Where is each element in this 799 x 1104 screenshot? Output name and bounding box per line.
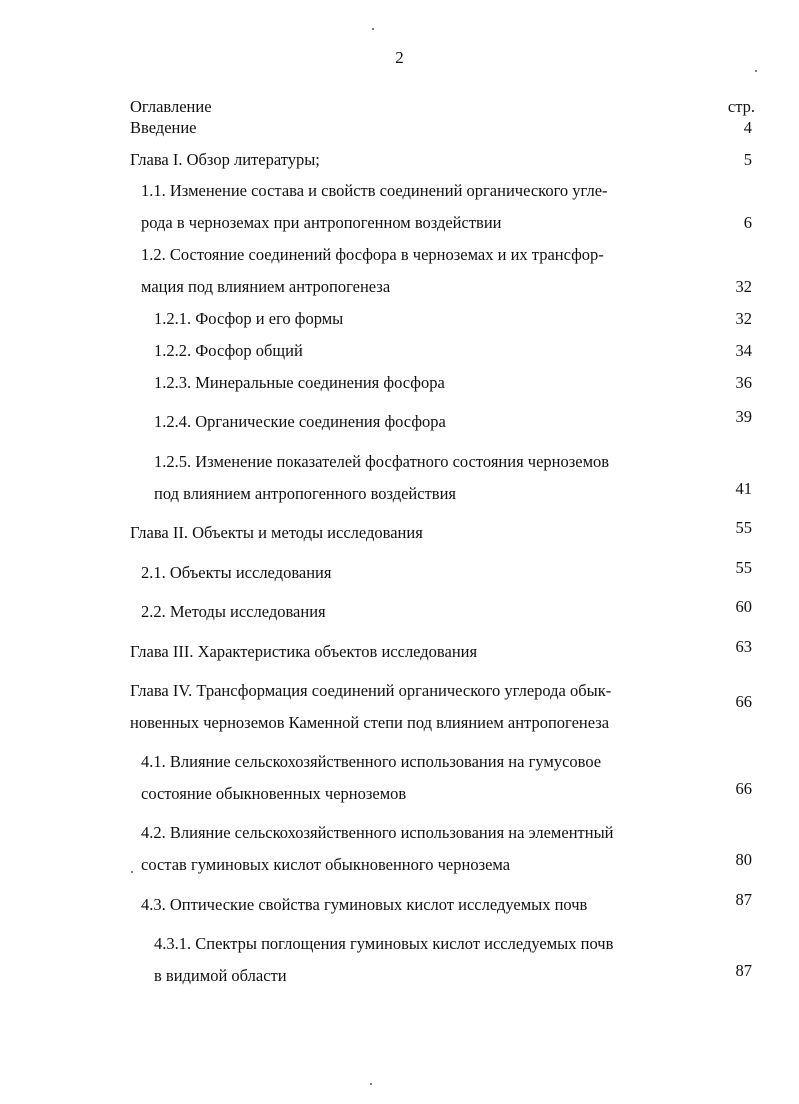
toc-entry-4-3-1-line2: в видимой области bbox=[154, 966, 287, 985]
toc-entry-4-1-line2: состояние обыкновенных черноземов bbox=[141, 784, 407, 803]
toc-entry-2-1: 2.1. Объекты исследования bbox=[141, 563, 332, 582]
toc-page-1-2-2: 34 bbox=[735, 341, 752, 360]
toc-entry-1-2-5-line2: под влиянием антропогенного воздействия bbox=[154, 484, 457, 503]
toc-entry-4-3: 4.3. Оптические свойства гуминовых кислот исследуемых почв bbox=[141, 895, 588, 914]
toc-entry-1-2-2: 1.2.2. Фосфор общий bbox=[154, 341, 303, 360]
toc-page-1-2-4: 39 bbox=[735, 407, 752, 426]
toc-page-4-3: 87 bbox=[735, 890, 752, 909]
toc-page-1-2-1: 32 bbox=[735, 309, 752, 328]
toc-entry-4-3-1-line1: 4.3.1. Спектры поглощения гуминовых кислот исследуемых почв bbox=[154, 934, 614, 953]
toc-entry-chapter-2: Глава II. Объекты и методы исследования bbox=[130, 523, 423, 542]
page-number: 2 bbox=[395, 48, 404, 67]
toc-entry-4-2-line2: состав гуминовых кислот обыкновенного чернозема bbox=[141, 855, 511, 874]
toc-entry-1-2-4: 1.2.4. Органические соединения фосфора bbox=[154, 412, 446, 431]
toc-entry-intro: Введение bbox=[130, 118, 197, 137]
toc-page-1-2-3: 36 bbox=[735, 373, 752, 392]
toc-entry-1-1-line2: рода в черноземах при антропогенном воздействии bbox=[141, 213, 502, 232]
toc-entry-chapter-3: Глава III. Характеристика объектов исследования bbox=[130, 642, 478, 661]
toc-page-intro: 4 bbox=[743, 118, 752, 137]
scan-speck bbox=[755, 70, 757, 72]
toc-entry-4-2-line1: 4.2. Влияние сельскохозяйственного использования на элементный bbox=[141, 823, 614, 842]
toc-entry-1-2-1: 1.2.1. Фосфор и его формы bbox=[154, 309, 344, 328]
toc-entry-1-2-3: 1.2.3. Минеральные соединения фосфора bbox=[154, 373, 445, 392]
toc-entry-chapter-1: Глава I. Обзор литературы; bbox=[130, 150, 320, 169]
toc-page-4-3-1: 87 bbox=[735, 961, 752, 980]
toc-title: Оглавление bbox=[130, 97, 212, 116]
scan-speck bbox=[370, 1083, 372, 1085]
toc-entry-2-2: 2.2. Методы исследования bbox=[141, 602, 326, 621]
page-column-label: стр. bbox=[727, 97, 755, 116]
toc-entry-chapter-4-line2: новенных черноземов Каменной степи под влиянием антропогенеза bbox=[130, 713, 610, 732]
toc-entry-1-1-line1: 1.1. Изменение состава и свойств соединений органического угле- bbox=[141, 181, 608, 200]
toc-page-4-2: 80 bbox=[735, 850, 752, 869]
toc-page-2-2: 60 bbox=[735, 597, 752, 616]
toc-entry-1-2-5-line1: 1.2.5. Изменение показателей фосфатного состояния черноземов bbox=[154, 452, 610, 471]
toc-page-1-2: 32 bbox=[735, 277, 752, 296]
toc-page-chapter-2: 55 bbox=[735, 518, 752, 537]
toc-entry-chapter-4-line1: Глава IV. Трансформация соединений органического углерода обык- bbox=[130, 681, 612, 700]
scan-speck bbox=[372, 28, 374, 30]
toc-page-chapter-3: 63 bbox=[735, 637, 752, 656]
toc-entry-1-2-line2: мация под влиянием антропогенеза bbox=[141, 277, 391, 296]
scan-speck bbox=[131, 871, 133, 873]
toc-page-chapter-1: 5 bbox=[743, 150, 752, 169]
toc-page-1-2-5: 41 bbox=[735, 479, 752, 498]
toc-page-1-1: 6 bbox=[743, 213, 752, 232]
toc-entry-4-1-line1: 4.1. Влияние сельскохозяйственного использования на гумусовое bbox=[141, 752, 602, 771]
toc-page-2-1: 55 bbox=[735, 558, 752, 577]
toc-page-4-1: 66 bbox=[735, 779, 752, 798]
toc-entry-1-2-line1: 1.2. Состояние соединений фосфора в черноземах и их трансфор- bbox=[141, 245, 604, 264]
toc-page-chapter-4: 66 bbox=[735, 692, 752, 711]
